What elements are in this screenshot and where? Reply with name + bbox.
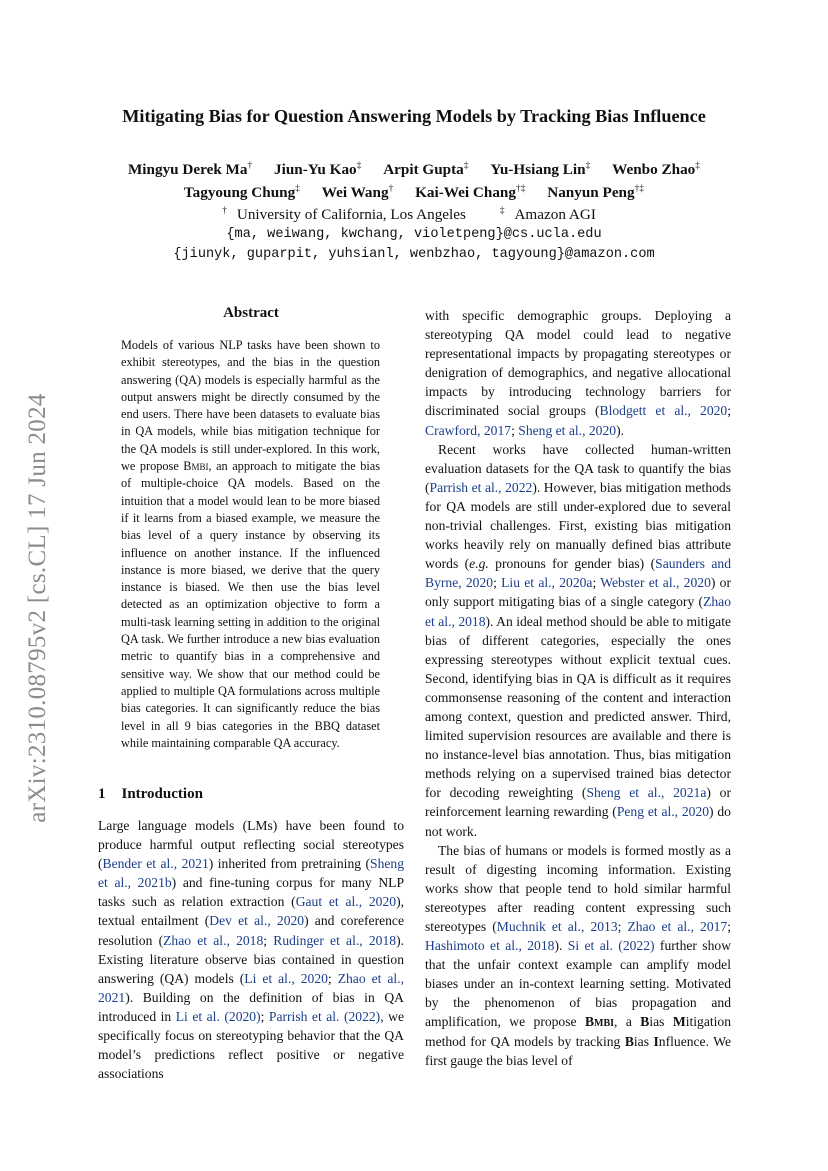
author: Kai-Wei Chang†‡ — [415, 183, 526, 201]
citation-link[interactable]: Saunders and Byrne, 2020 — [425, 556, 731, 591]
abstract-body: Models of various NLP tasks have been shown to exhibit stereotypes, and the bias in the question answering (QA) models is especially harmful as the output answers might be directly consumed by the end users. There have been datasets to evaluate bias in QA models, while bias mitigation technique for the QA models is still under-explored. In this work, we propose Bmbi, an approach to mitigate the bias of multiple-choice QA models. Based on the intuition that a model would lean to be more biased if it learns from a biased example, we measure the bias level of a query instance by observing its influence on another instance. If the influenced instance is more biased, we derive that the query instance is biased. We then use the bias level detected as an optimization objective to form a multi-task learning setting in addition to the original QA task. We further introduce a new bias evaluation metric to quantify bias in a comprehensive and sensitive way. We show that our method could be applied to multiple QA formulations across multiple bias categories. It can significantly reduce the bias level in all 9 bias categories in the BBQ dataset while maintaining comparable QA accuracy. — [121, 338, 380, 750]
author-line-1 — [60, 157, 768, 180]
intro-paragraph-2: Recent works have collected human-written evaluation datasets for the QA task to quantify the bias (Parrish et al., 2022). However, bias mitigation methods for QA models are still under-explored due to several non-trivial challenges. First, existing bias mitigation works heavily rely on manually defined bias attribute words (e.g. pronouns for gender bias) (Saunders and Byrne, 2020; Liu et al., 2020a; Webster et al., 2020) or only support mitigating bias of a single category (Zhao et al., 2018). An ideal method should be able to mitigate bias of different categories, especially the ones expressing stereotypes without explicit textual cues. Second, identifying bias in QA is difficult as it requires commonsense reasoning of the content and interaction among context, question and predicted answer. Third, limited supervision resources are available and there is no instance-level bias annotation. Thus, bias mitigation methods relying on a supervised trained bias detector for decoding reweighting (Sheng et al., 2021a) or reinforcement learning rewarding (Peng et al., 2020) do not work. — [425, 441, 732, 839]
affiliation-ucla: † University of California, Los Angeles — [222, 206, 466, 224]
abstract-heading: Abstract — [223, 305, 279, 321]
citation-link[interactable]: Li et al. (2020) — [175, 1008, 261, 1024]
citation-link[interactable]: Sheng et al., 2020 — [518, 422, 617, 438]
citation-link[interactable]: Parrish et al. (2022) — [268, 1008, 381, 1024]
citation-link[interactable]: Dev et al., 2020 — [209, 913, 305, 929]
arxiv-identifier: arXiv:2310.08795v2 [cs.CL] 17 Jun 2024 — [24, 393, 51, 823]
citation-link[interactable]: Sheng et al., 2021b — [98, 856, 404, 891]
intro-right-column — [425, 306, 731, 1070]
author: Wenbo Zhao‡ — [612, 161, 701, 179]
citation-link[interactable]: Zhao et al., 2018 — [425, 594, 731, 629]
email-ucla[interactable]: {ma, weiwang, kwchang, violetpeng}@cs.ucla.edu — [226, 226, 602, 242]
citation-link[interactable]: Webster et al., 2020 — [600, 575, 711, 591]
author-line-2 — [60, 180, 768, 203]
citation-link[interactable]: Muchnik et al., 2013 — [496, 919, 618, 934]
citation-link[interactable]: Peng et al., 2020 — [616, 804, 710, 820]
citation-link[interactable]: Si et al. (2022) — [567, 938, 655, 954]
affiliations — [60, 202, 768, 225]
affiliation-amazon: ‡ Amazon AGI — [499, 206, 596, 224]
author: Tagyoung Chung‡ — [183, 183, 300, 201]
citation-link[interactable]: Parrish et al., 2022 — [429, 479, 533, 495]
intro-paragraph-1: Large language models (LMs) have been found to produce harmful output reflecting social stereotypes (Bender et al., 2021) inherited from pretraining (Sheng et al., 2021b) and fine-tuning corpus for many NLP tasks such as relation extraction (Gaut et al., 2020), textual entailment (Dev et al., 2020) and coreference resolution (Zhao et al., 2018; Rudinger et al., 2018). Existing literature observe bias contained in question answering (QA) models (Li et al., 2020; Zhao et al., 2021). Building on the definition of bias in QA introduced in Li et al. (2020); Parrish et al. (2022), we specifically focus on stereotyping behavior that the QA model’s predictions reflect positive or negative associations — [98, 818, 404, 1082]
method-name: Bmbi — [584, 1014, 615, 1030]
citation-link[interactable]: Zhao et al., 2021 — [98, 970, 404, 1005]
intro-paragraph-1-cont: with specific demographic groups. Deploying a stereotyping QA model could lead to negative representational impacts by propagating stereotypes or denigration of demographics, and negative allocational impacts by introducing technology barriers for discriminated social groups (Blodgett et al., 2020; Crawford, 2017; Sheng et al., 2020). — [425, 308, 731, 438]
citation-link[interactable]: Liu et al., 2020a — [501, 575, 593, 591]
citation-link[interactable]: Li et al., 2020 — [244, 970, 328, 986]
intro-left-column — [98, 816, 404, 1083]
intro-paragraph-3: The bias of humans or models is formed mostly as a result of digesting incoming information. Existing works show that people tend to hold similar harmful stereotypes after reading content expressing such stereotypes (Muchnik et al., 2013; Zhao et al., 2017; Hashimoto et al., 2018). Si et al. (2022) further show that the unfair context example can amplify model biases under an in-context learning setting. Motivated by the phenomenon of bias propagation and amplification, we propose Bmbi, a Bias Mitigation method for QA models by tracking Bias Influence. We first gauge the bias level of — [425, 842, 732, 1068]
author: Yu-Hsiang Lin‡ — [490, 161, 591, 179]
author: Jiun-Yu Kao‡ — [274, 161, 362, 179]
author: Mingyu Derek Ma† — [127, 161, 253, 179]
email-amazon[interactable]: {jiunyk, guparpit, yuhsianl, wenbzhao, tagyoung}@amazon.com — [173, 246, 655, 262]
section-heading-introduction: 1 Introduction — [98, 786, 203, 802]
arxiv-sidebar — [23, 368, 53, 848]
citation-link[interactable]: Bender et al., 2021 — [102, 856, 209, 872]
citation-link[interactable]: Hashimoto et al., 2018 — [425, 938, 555, 954]
author: Nanyun Peng†‡ — [547, 183, 645, 201]
author: Arpit Gupta‡ — [383, 161, 469, 179]
citation-link[interactable]: Rudinger et al., 2018 — [273, 932, 397, 948]
author-block — [60, 157, 768, 265]
citation-link[interactable]: Crawford, 2017 — [425, 422, 512, 438]
citation-link[interactable]: Gaut et al., 2020 — [295, 894, 397, 910]
author: Wei Wang† — [321, 183, 394, 201]
citation-link[interactable]: Sheng et al., 2021a — [586, 785, 707, 801]
citation-link[interactable]: Zhao et al., 2018 — [163, 932, 264, 948]
citation-link[interactable]: Blodgett et al., 2020 — [599, 403, 728, 419]
paper-title: Mitigating Bias for Question Answering Models by Tracking Bias Influence — [122, 106, 706, 126]
citation-link[interactable]: Zhao et al., 2017 — [627, 919, 728, 934]
method-name: Bmbi — [183, 459, 209, 474]
